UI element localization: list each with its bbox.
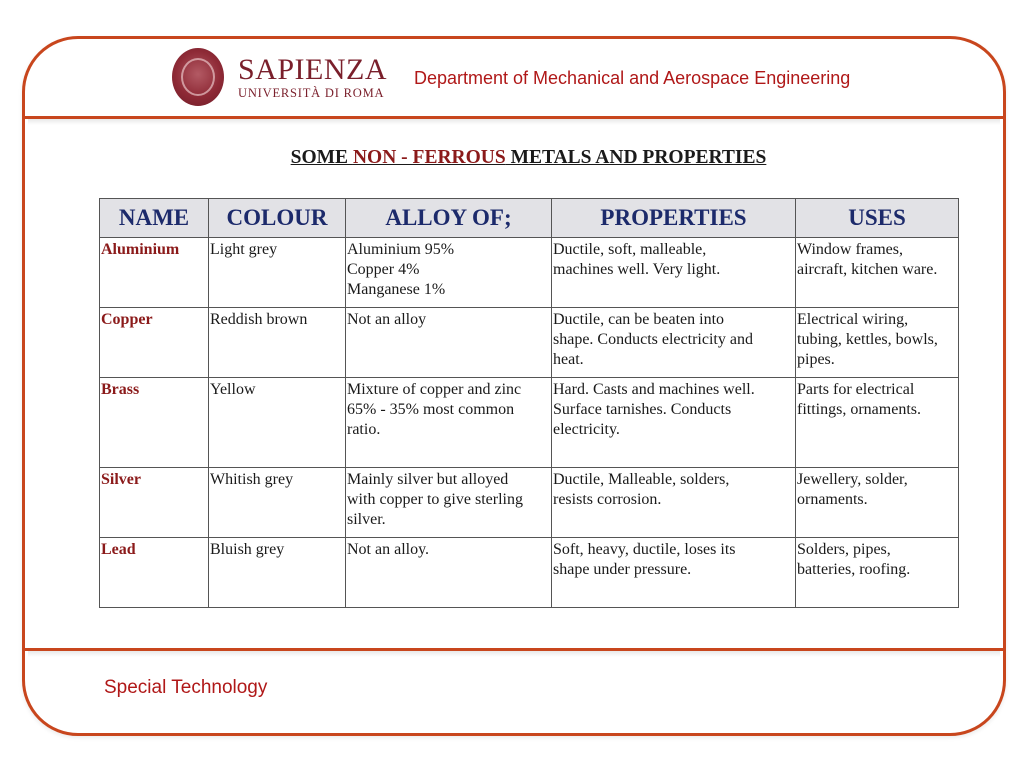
properties-line: Surface tarnishes. Conducts — [553, 401, 732, 418]
properties-line: shape under pressure. — [553, 561, 692, 578]
metal-uses — [796, 308, 959, 378]
properties-line: Ductile, soft, malleable, — [553, 241, 707, 258]
properties-line: resists corrosion. — [553, 491, 662, 508]
university-seal-icon — [172, 48, 224, 106]
metal-properties — [552, 538, 796, 608]
footer-divider-shadow — [28, 651, 1000, 657]
metal-alloy — [346, 538, 552, 608]
logo-title: SAPIENZA — [238, 52, 388, 86]
metal-uses — [796, 468, 959, 538]
title-highlight: NON - FERROUS — [352, 147, 506, 168]
metal-properties — [552, 238, 796, 308]
properties-line: shape. Conducts electricity and — [553, 331, 753, 348]
metal-colour: Light grey — [209, 238, 346, 308]
header-uses: USES — [796, 199, 959, 238]
metal-colour: Reddish brown — [209, 308, 346, 378]
header-alloy: ALLOY OF; — [346, 199, 552, 238]
uses-line: tubing, kettles, bowls, — [797, 331, 938, 348]
table-row — [100, 538, 959, 608]
footer-course-title: Special Technology — [104, 677, 268, 698]
department-name: Department of Mechanical and Aerospace Engineering — [414, 68, 851, 88]
metal-alloy — [346, 238, 552, 308]
uses-line: Jewellery, solder, — [797, 471, 908, 488]
metal-name: Lead — [100, 538, 209, 608]
metal-name: Aluminium — [100, 238, 209, 308]
alloy-line: Aluminium 95% — [347, 241, 455, 258]
metal-properties — [552, 468, 796, 538]
alloy-line: Mainly silver but alloyed — [347, 471, 509, 488]
properties-line: machines well. Very light. — [553, 261, 721, 278]
table-header-row — [100, 199, 959, 238]
uses-line: batteries, roofing. — [797, 561, 911, 578]
metal-properties — [552, 378, 796, 468]
uses-line: Window frames, — [797, 241, 903, 258]
table-title — [0, 147, 1024, 169]
logo-text — [238, 52, 388, 100]
metal-alloy — [346, 468, 552, 538]
table-row — [100, 308, 959, 378]
metal-alloy — [346, 308, 552, 378]
uses-line: Parts for electrical — [797, 381, 915, 398]
metal-name: Silver — [100, 468, 209, 538]
uses-line: Solders, pipes, — [797, 541, 891, 558]
uses-line: fittings, ornaments. — [797, 401, 921, 418]
metal-uses — [796, 538, 959, 608]
metal-alloy — [346, 378, 552, 468]
alloy-line: Copper 4% — [347, 261, 420, 278]
metals-table — [99, 198, 959, 608]
metal-name: Copper — [100, 308, 209, 378]
title-part2: METALS AND PROPERTIES — [505, 147, 767, 168]
alloy-line: ratio. — [347, 421, 381, 438]
title-part1: SOME — [290, 147, 353, 168]
properties-line: Hard. Casts and machines well. — [553, 381, 755, 398]
properties-line: Ductile, Malleable, solders, — [553, 471, 730, 488]
table-row — [100, 238, 959, 308]
metal-name: Brass — [100, 378, 209, 468]
metal-colour: Bluish grey — [209, 538, 346, 608]
metal-properties — [552, 308, 796, 378]
logo-subtitle: UNIVERSITÀ DI ROMA — [238, 85, 385, 100]
alloy-line: silver. — [347, 511, 386, 528]
uses-line: Electrical wiring, — [797, 311, 909, 328]
alloy-line: Not an alloy — [347, 311, 427, 328]
header-name: NAME — [100, 199, 209, 238]
uses-line: ornaments. — [797, 491, 868, 508]
metal-colour: Yellow — [209, 378, 346, 468]
header-colour: COLOUR — [209, 199, 346, 238]
table-row — [100, 468, 959, 538]
properties-line: Ductile, can be beaten into — [553, 311, 725, 328]
properties-line: electricity. — [553, 421, 620, 438]
metal-colour: Whitish grey — [209, 468, 346, 538]
university-logo — [172, 48, 387, 106]
alloy-line: Manganese 1% — [347, 281, 446, 298]
alloy-line: Mixture of copper and zinc — [347, 381, 522, 398]
table-row — [100, 378, 959, 468]
header-properties: PROPERTIES — [552, 199, 796, 238]
alloy-line: 65% - 35% most common — [347, 401, 515, 418]
alloy-line: Not an alloy. — [347, 541, 430, 558]
metal-uses — [796, 378, 959, 468]
alloy-line: with copper to give sterling — [347, 491, 523, 508]
properties-line: heat. — [553, 351, 584, 368]
metal-uses — [796, 238, 959, 308]
properties-line: Soft, heavy, ductile, loses its — [553, 541, 736, 558]
header-divider-shadow — [28, 119, 1000, 125]
uses-line: pipes. — [797, 351, 835, 368]
uses-line: aircraft, kitchen ware. — [797, 261, 938, 278]
